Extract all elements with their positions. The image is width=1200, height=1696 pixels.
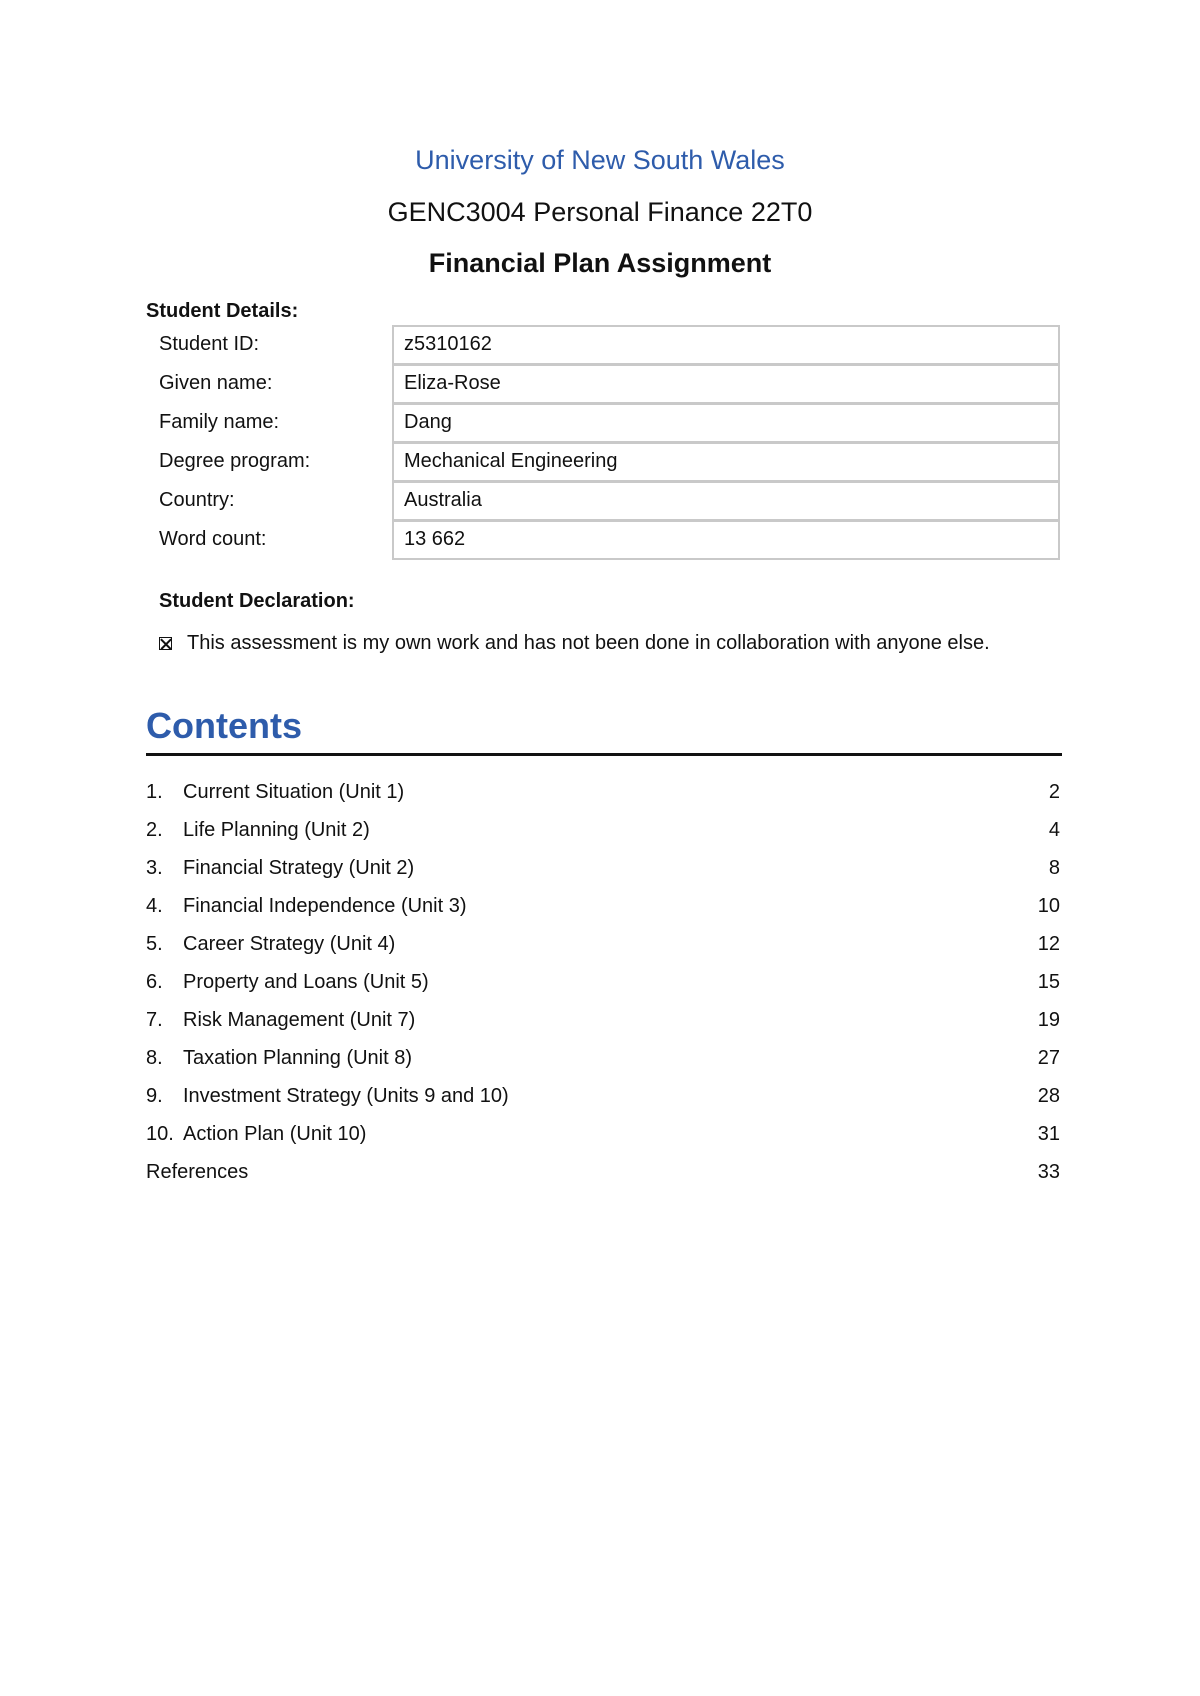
toc-number: 5. bbox=[146, 932, 163, 955]
toc-number: 7. bbox=[146, 1008, 163, 1031]
declaration-text: This assessment is my own work and has not been done in collaboration with anyone else. bbox=[187, 632, 990, 654]
detail-label: Country: bbox=[159, 489, 235, 511]
toc-item-references[interactable] bbox=[146, 1153, 1060, 1191]
toc-title: Action Plan (Unit 10) bbox=[183, 1122, 367, 1145]
toc-title: References bbox=[146, 1160, 249, 1183]
contents-divider bbox=[146, 753, 1062, 756]
toc-number: 10. bbox=[146, 1122, 174, 1145]
toc-page-number: 12 bbox=[1037, 932, 1060, 955]
toc-item[interactable] bbox=[146, 963, 1060, 1001]
toc-page-number: 33 bbox=[1037, 1160, 1060, 1183]
toc-item[interactable] bbox=[146, 811, 1060, 849]
toc-item[interactable] bbox=[146, 1039, 1060, 1077]
toc-page-number: 19 bbox=[1037, 1008, 1060, 1031]
toc-number: 1. bbox=[146, 780, 163, 803]
contents-heading: Contents bbox=[146, 705, 302, 746]
toc-number: 8. bbox=[146, 1046, 163, 1069]
toc-item[interactable] bbox=[146, 925, 1060, 963]
detail-row-family-name bbox=[146, 404, 1060, 443]
detail-value: Australia bbox=[392, 481, 1060, 521]
toc-item[interactable] bbox=[146, 849, 1060, 887]
checked-box-icon[interactable] bbox=[159, 637, 172, 650]
toc-title: Property and Loans (Unit 5) bbox=[183, 970, 429, 993]
toc-title: Current Situation (Unit 1) bbox=[183, 780, 405, 803]
detail-row-word-count bbox=[146, 521, 1060, 560]
toc-page-number: 15 bbox=[1037, 970, 1060, 993]
toc-page-number: 27 bbox=[1037, 1046, 1060, 1069]
toc-item[interactable] bbox=[146, 1077, 1060, 1115]
detail-value: 13 662 bbox=[392, 520, 1060, 560]
detail-value: z5310162 bbox=[392, 325, 1060, 365]
toc-number: 2. bbox=[146, 818, 163, 841]
declaration-heading: Student Declaration: bbox=[159, 590, 355, 612]
toc-title: Life Planning (Unit 2) bbox=[183, 818, 370, 841]
toc-number: 6. bbox=[146, 970, 163, 993]
detail-label: Family name: bbox=[159, 411, 280, 433]
toc-page-number: 4 bbox=[1048, 818, 1060, 841]
toc-title: Taxation Planning (Unit 8) bbox=[183, 1046, 413, 1069]
detail-value: Dang bbox=[392, 403, 1060, 443]
toc-title: Investment Strategy (Units 9 and 10) bbox=[183, 1084, 509, 1107]
toc-number: 9. bbox=[146, 1084, 163, 1107]
toc-page-number: 2 bbox=[1048, 780, 1060, 803]
declaration-statement bbox=[159, 630, 1059, 656]
toc-page-number: 28 bbox=[1037, 1084, 1060, 1107]
toc-item[interactable] bbox=[146, 1115, 1060, 1153]
student-details-heading: Student Details: bbox=[146, 300, 299, 322]
toc-item[interactable] bbox=[146, 887, 1060, 925]
toc-number: 3. bbox=[146, 856, 163, 879]
toc-title: Financial Strategy (Unit 2) bbox=[183, 856, 415, 879]
student-details-table bbox=[146, 326, 1060, 560]
detail-row-given-name bbox=[146, 365, 1060, 404]
detail-label: Given name: bbox=[159, 372, 273, 394]
detail-value: Eliza-Rose bbox=[392, 364, 1060, 404]
toc-title: Career Strategy (Unit 4) bbox=[183, 932, 396, 955]
toc-item[interactable] bbox=[146, 1001, 1060, 1039]
detail-label: Student ID: bbox=[159, 333, 260, 355]
university-name: University of New South Wales bbox=[415, 145, 785, 175]
detail-label: Word count: bbox=[159, 528, 267, 550]
toc-page-number: 10 bbox=[1037, 894, 1060, 917]
table-of-contents bbox=[146, 773, 1060, 1191]
toc-page-number: 31 bbox=[1037, 1122, 1060, 1145]
toc-title: Risk Management (Unit 7) bbox=[183, 1008, 416, 1031]
detail-row-degree-program bbox=[146, 443, 1060, 482]
detail-value: Mechanical Engineering bbox=[392, 442, 1060, 482]
detail-row-country bbox=[146, 482, 1060, 521]
detail-label: Degree program: bbox=[159, 450, 311, 472]
toc-page-number: 8 bbox=[1048, 856, 1060, 879]
detail-row-student-id bbox=[146, 326, 1060, 365]
toc-title: Financial Independence (Unit 3) bbox=[183, 894, 467, 917]
toc-number: 4. bbox=[146, 894, 163, 917]
document-title: Financial Plan Assignment bbox=[428, 248, 772, 278]
toc-item[interactable] bbox=[146, 773, 1060, 811]
course-title: GENC3004 Personal Finance 22T0 bbox=[387, 197, 813, 227]
